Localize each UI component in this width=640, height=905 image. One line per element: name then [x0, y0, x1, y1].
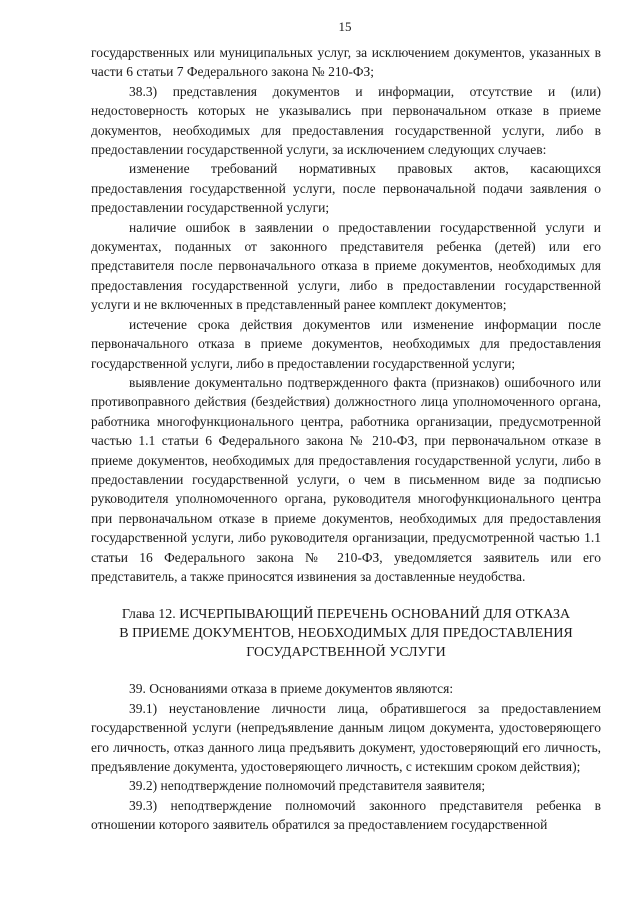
chapter-heading-line: Глава 12. ИСЧЕРПЫВАЮЩИЙ ПЕРЕЧЕНЬ ОСНОВАНИЙ ДЛЯ ОТКАЗА [121, 607, 571, 623]
paragraph: 38.3) представления документов и информации, отсутствие и (или) недостоверность которых не указывались при первоначальном отказе в приеме документов, необходимых для предоставления государственной услуги, либо в предоставлении государственной услуги, за исключением следующих случаев: [91, 83, 601, 158]
document-body [91, 43, 601, 835]
paragraph: 39. Основаниями отказа в приеме документов являются: [129, 681, 454, 697]
paragraph: выявление документально подтвержденного факта (признаков) ошибочного или противоправного действия (бездействия) должностного лица уполномоченного органа, работника многофункционального центра, работника организации, предусмотренной частью 1.1 статьи 6 Федерального закона № 210-ФЗ, при первоначальном отказе в приеме документов, необходимых для предоставления государственной услуги, либо в предоставлении государственной услуги, о чем в письменном виде за подписью руководителя уполномоченного органа, руководителя многофункционального центра при первоначальном отказе в приеме документов, необходимых для предоставления государственной услуги, либо руководителя организации, предусмотренной частью 1.1 статьи 16 Федерального закона № 210-ФЗ, уведомляется заявитель или его представитель, а также приносятся извинения за доставленные неудобства. [91, 374, 601, 584]
paragraph: 39.1) неустановление личности лица, обратившегося за предоставлением государственной услуги (непредъявление данным лицом документа, удостоверяющего его личность, отказ данного лица предъявить документ, удостоверяющий его личность, предъявление документа, удостоверяющего личность, с истекшим сроком действия); [91, 700, 601, 774]
paragraph: 39.2) неподтверждение полномочий представителя заявителя; [129, 778, 486, 794]
chapter-heading [91, 605, 601, 662]
paragraph: наличие ошибок в заявлении о предоставлении государственной услуги и документах, поданных от законного представителя ребенка (детей) или его представителя после первоначального отказа в приеме документов, необходимых для предоставления государственной услуги, либо в предоставлении государственной услуги и не включенных в представленный ранее комплект документов; [91, 219, 601, 313]
chapter-heading-line: В ПРИЕМЕ ДОКУМЕНТОВ, НЕОБХОДИМЫХ ДЛЯ ПРЕДОСТАВЛЕНИЯ [119, 626, 573, 642]
chapter-heading-line: ГОСУДАРСТВЕННОЙ УСЛУГИ [246, 645, 446, 661]
paragraph: изменение требований нормативных правовых актов, касающихся предоставления государственной услуги, после первоначальной подачи заявления о предоставлении государственной услуги; [91, 161, 601, 216]
paragraph: истечение срока действия документов или изменение информации после первоначального отказа в приеме документов, необходимых для предоставления государственной услуги, либо в предоставлении государственной услуги; [91, 316, 601, 371]
paragraph: 39.3) неподтверждение полномочий законного представителя ребенка в отношении которого заявитель обратился за предоставлением государственной [91, 797, 601, 833]
page-number: 15 [338, 19, 352, 34]
paragraph: государственных или муниципальных услуг, за исключением документов, указанных в части 6 статьи 7 Федерального закона № 210-ФЗ; [91, 45, 601, 80]
